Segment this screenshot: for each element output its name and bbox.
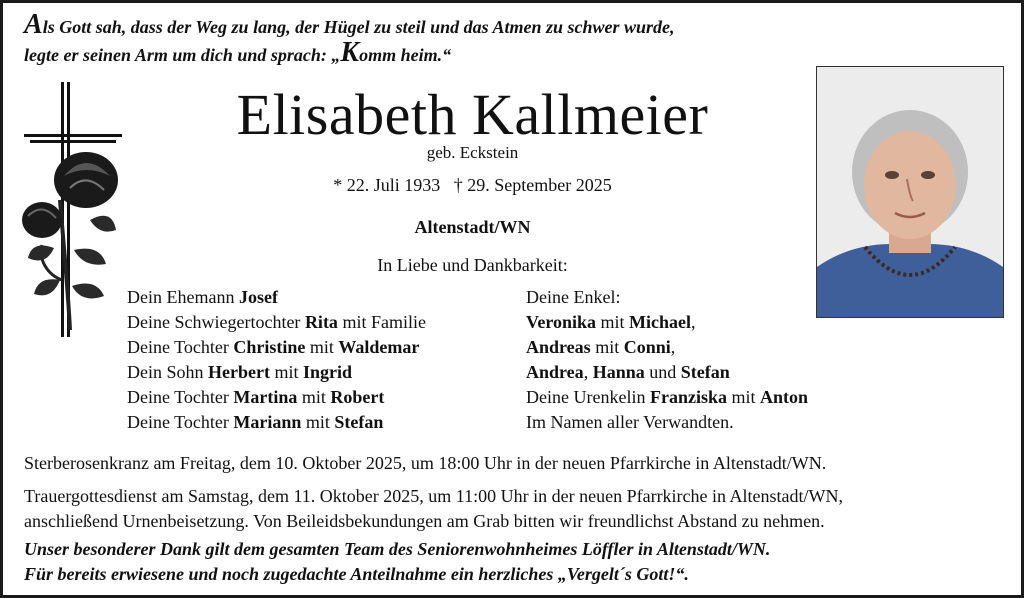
mourner-line: Deine Tochter Martina mit Robert — [127, 387, 385, 407]
quote-line-2-end: omm heim.“ — [359, 45, 452, 65]
quote-initial: A — [24, 9, 43, 40]
hometown: Altenstadt/WN — [414, 217, 531, 237]
family-list-right — [526, 285, 808, 435]
mourner-line: Andrea, Hanna und Stefan — [526, 362, 730, 382]
funeral-line-1: Trauergottesdienst am Samstag, dem 11. Oktober 2025, um 11:00 Uhr in der neuen Pfarrkirche in Altenstadt/WN, — [24, 486, 844, 506]
deceased-name: Elisabeth Kallmeier — [236, 82, 709, 147]
rosary-info: Sterberosenkranz am Freitag, dem 10. Oktober 2025, um 18:00 Uhr in der neuen Pfarrkirche in Altenstadt/WN. — [24, 453, 827, 473]
mourner-line: Deine Enkel: — [526, 287, 621, 307]
family-list-left — [127, 285, 426, 435]
maiden-name: geb. Eckstein — [426, 143, 519, 162]
mourner-line: Deine Tochter Christine mit Waldemar — [127, 337, 420, 357]
thanks-line-2: Für bereits erwiesene und noch zugedachte Anteilnahme ein herzliches „Vergelt´s Gott!“. — [24, 564, 689, 584]
funeral-info — [24, 484, 1004, 534]
mourner-line: Veronika mit Michael, — [526, 312, 696, 332]
mourner-line: Andreas mit Conni, — [526, 337, 676, 357]
cross-with-rose-icon — [20, 80, 130, 340]
quote-line-2-start: legte er seinen Arm um dich und sprach: „ — [24, 45, 341, 65]
mourner-line: Dein Sohn Herbert mit Ingrid — [127, 362, 353, 382]
mourner-line: Deine Schwiegertochter Rita mit Familie — [127, 312, 426, 332]
quote-k-initial: K — [340, 37, 360, 68]
thanks-note — [24, 537, 1004, 587]
life-dates: * 22. Juli 1933 † 29. September 2025 — [333, 175, 612, 195]
mourner-line: Dein Ehemann Josef — [127, 287, 278, 307]
funeral-line-2: anschließend Urnenbeisetzung. Von Beileidsbekundungen am Grab bitten wir freundlichst Abstand zu nehmen. — [24, 511, 825, 531]
quote-line-1: ls Gott sah, dass der Weg zu lang, der Hügel zu steil und das Atmen zu schwer wurde, — [42, 17, 675, 37]
thanks-line-1: Unser besonderer Dank gilt dem gesamten Team des Seniorenwohnheimes Löffler in Altenstadt/WN. — [24, 539, 771, 559]
opening-quote — [24, 9, 824, 68]
mourner-line: Deine Tochter Mariann mit Stefan — [127, 412, 384, 432]
portrait-photo — [816, 66, 1004, 318]
mourner-line: Deine Urenkelin Franziska mit Anton — [526, 387, 808, 407]
mourning-intro: In Liebe und Dankbarkeit: — [377, 255, 568, 275]
mourner-line: Im Namen aller Verwandten. — [526, 412, 734, 432]
